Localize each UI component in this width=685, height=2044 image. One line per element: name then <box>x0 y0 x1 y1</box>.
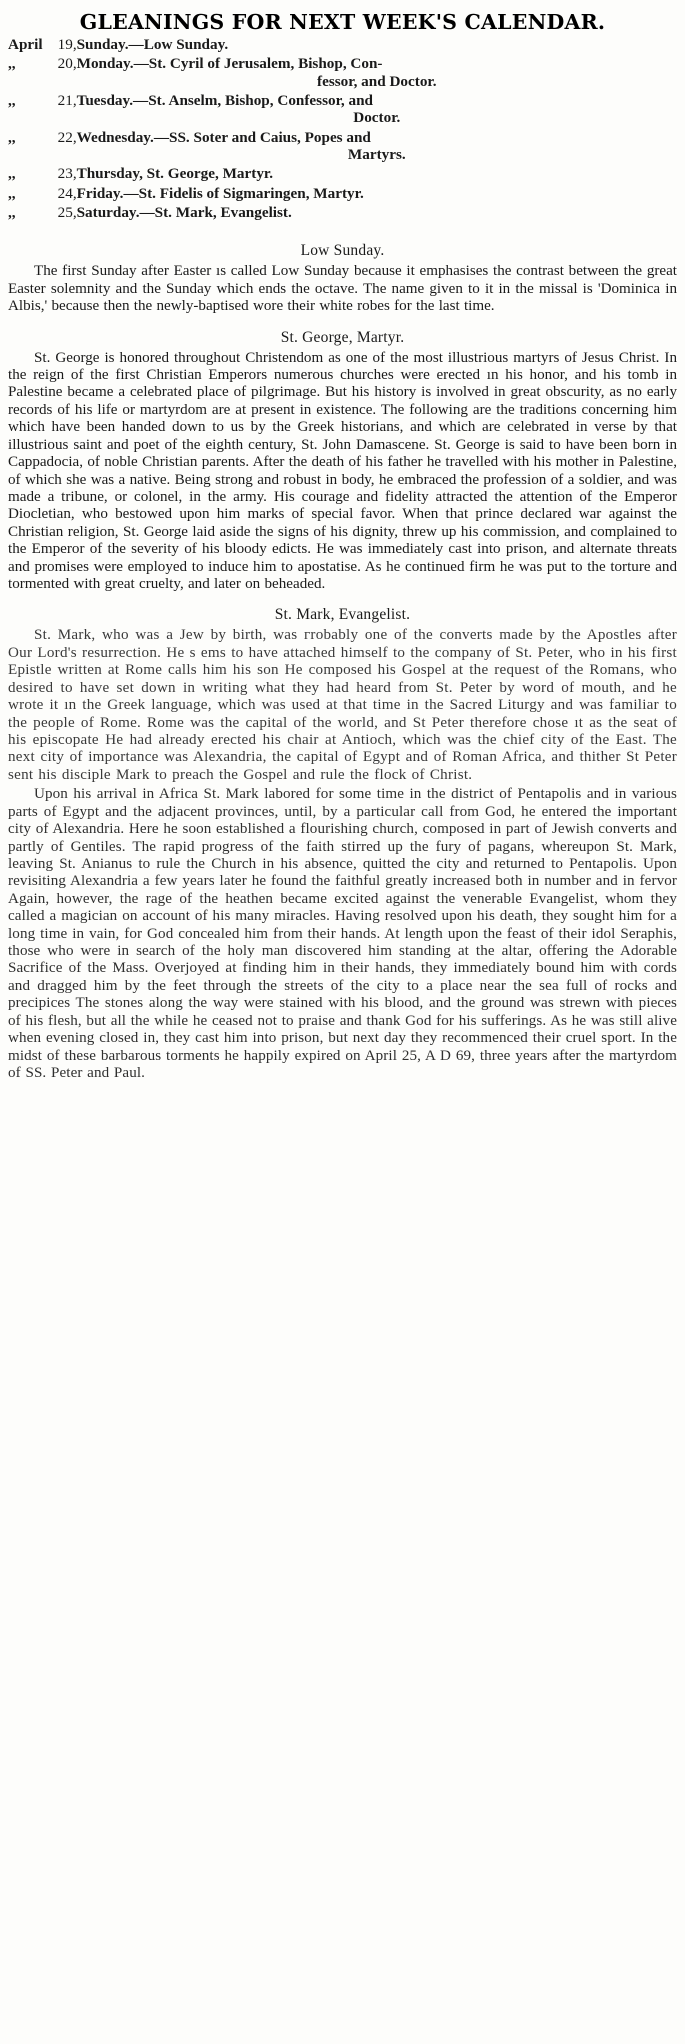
table-row <box>8 36 677 55</box>
calendar-entry <box>77 129 677 166</box>
table-row <box>8 165 677 184</box>
calendar-date: 25, <box>57 203 77 221</box>
calendar-entry-continuation: Martyrs. <box>347 145 406 163</box>
section-paragraph: St. George is honored throughout Christendom as one of the most illustrious martyrs of Jesus Christ. In the reign of the first Christian Emperors numerous churches were erected ın his honor, and his tomb in Palestine became a celebrated place of pilgrimage. But his history is involved in great obscurity, as no early records of his life or martyrdom are at present in existence. The following are the traditions concerning him which have been handed down to us by the Greek historians, and which are celebrated in verse by that illustrious saint and poet of the eighth century, St. John Damascene. St. George is said to have been born in Cappadocia, of noble Christian parents. After the death of his father he travelled with his mother in Palestine, of which she was a native. Being strong and robust in body, he embraced the profession of a soldier, and was made a tribune, or colonel, in the army. His courage and fidelity attracted the attention of the Emperor Diocletian, who bestowed upon him marks of special favor. When that prince declared war against the Christian religion, St. George laid aside the signs of his dignity, threw up his commission, and complained to the Emperor of the severity of his bloody edicts. He was immediately cast into prison, and alternate threats and promises were employed to induce him to apostatise. As he continued firm he was put to the torture and tormented with great cruelty, and later on beheaded. <box>8 349 677 593</box>
section-heading-st-george: St. George, Martyr. <box>280 328 405 346</box>
calendar-entry-text: Thursday, St. George, Martyr. <box>76 165 274 183</box>
spacer <box>8 223 677 229</box>
calendar-entry <box>77 55 677 92</box>
calendar-date: 23, <box>57 165 77 183</box>
section-paragraph: The first Sunday after Easter ıs called Low Sunday because it emphasises the contrast between the great Easter solemnity and the Sunday which ends the octave. The name given to it in the missal is 'Dominica in Albis,' because then the newly-baptised wore their white robes for the last time. <box>8 263 677 315</box>
calendar-entry <box>77 36 677 55</box>
table-row <box>8 185 677 204</box>
calendar-date: 19, <box>57 36 77 53</box>
calendar-entry-text: Monday.—St. Cyril of Jerusalem, Bishop, Con- <box>76 55 383 73</box>
calendar-entry-text: Tuesday.—St. Anselm, Bishop, Confessor, and <box>76 91 373 109</box>
calendar-month-label: ,, <box>8 91 16 109</box>
calendar-entry-text: Sunday.—Low Sunday. <box>76 36 229 53</box>
calendar-month-label: ,, <box>8 184 16 202</box>
calendar-entry <box>77 204 677 223</box>
section-paragraph: Upon his arrival in Africa St. Mark labored for some time in the district of Pentapolis and in various parts of Egypt and the adjacent provinces, until, by a particular call from God, he entered the important city of Alexandria. Here he soon established a flourishing church, composed in part of Jewish converts and partly of Gentiles. The rapid progress of the faith stirred up the fury of pagans, whereupon St. Mark, leaving St. Anianus to rule the Church in his absence, quitted the city and returned to Pentapolis. Upon revisiting Alexandria a few years later he found the faithful greatly increased both in number and in fervor Again, however, the rage of the heathen became excited against the venerable Evangelist, whom they called a magician on account of his many miracles. Having resolved upon his death, they sought him for a long time in vain, for God concealed him from their hands. At length upon the feast of their idol Seraphis, those who were in search of the holy man discovered him standing at the altar, offering the Adorable Sacrifice of the Mass. Overjoyed at finding him in their hands, they immediately bound him with cords and dragged him by the feet through the streets of the city to a place near the sea full of rocks and precipices The stones along the way were stained with his blood, and the ground was strewn with pieces of his flesh, but all the while he ceased not to praise and thank God for his sufferings. As he was still alive when evening closed in, they cast him into prison, but next day they recommenced their cruel sport. In the midst of these barbarous torments he happily expired on April 25, A D 69, three years after the martyrdom of SS. Peter and Paul. <box>8 786 677 1081</box>
calendar-date: 24, <box>57 184 77 202</box>
calendar-date: 20, <box>57 55 77 73</box>
section-heading-st-mark: St. Mark, Evangelist. <box>274 606 411 624</box>
calendar-month-label: ,, <box>8 203 16 221</box>
calendar-entry-continuation: Doctor. <box>353 109 401 127</box>
calendar-date: 21, <box>57 91 77 109</box>
calendar-date: 22, <box>57 128 77 146</box>
calendar-table <box>8 36 677 223</box>
calendar-entry-continuation: fessor, and Doctor. <box>317 72 437 90</box>
calendar-month-label: ,, <box>8 128 16 146</box>
section-paragraph: St. Mark, who was a Jew by birth, was гrobably one of the converts made by the Apostles after Our Lord's resurrection. He s ems to have attached himself to the company of St. Peter, who in his first Epistle written at Rome calls him his son He composed his Gospel at the request of the Romans, who desired to have set down in writing what they had heard from St. Peter by word of mouth, and he wrote it ın the Greek language, which was used at that time in the Sacred Liturgy and was familiar to the people of Rome. Rome was the capital of the world, and St Peter therefore chose ıt as the seat of his episcopate He had already erected his chair at Antioch, which was the chief city of the East. The next city of importance was Alexandria, the capital of Egypt and of Roman Africa, and thither St Peter sent his disciple Mark to preach the Gospel and rule the flock of Christ. <box>8 627 677 783</box>
table-row <box>8 204 677 223</box>
calendar-entry-text: Saturday.—St. Mark, Evangelist. <box>76 203 292 221</box>
calendar-entry-text: Friday.—St. Fidelis of Sigmaringen, Martyr. <box>76 184 364 202</box>
calendar-month-label: April <box>8 36 43 53</box>
calendar-month-label: ,, <box>8 55 16 73</box>
section-heading-low-sunday: Low Sunday. <box>300 242 385 260</box>
calendar-entry-text: Wednesday.—SS. Soter and Caius, Popes and <box>76 128 371 146</box>
calendar-entry <box>77 185 677 204</box>
calendar-entry <box>77 165 677 184</box>
table-row <box>8 55 677 92</box>
page-title: GLEANINGS FOR NEXT WEEK'S CALENDAR. <box>79 10 606 34</box>
calendar-entry <box>77 92 677 129</box>
table-row <box>8 129 677 166</box>
table-row <box>8 92 677 129</box>
calendar-month-label: ,, <box>8 165 16 183</box>
